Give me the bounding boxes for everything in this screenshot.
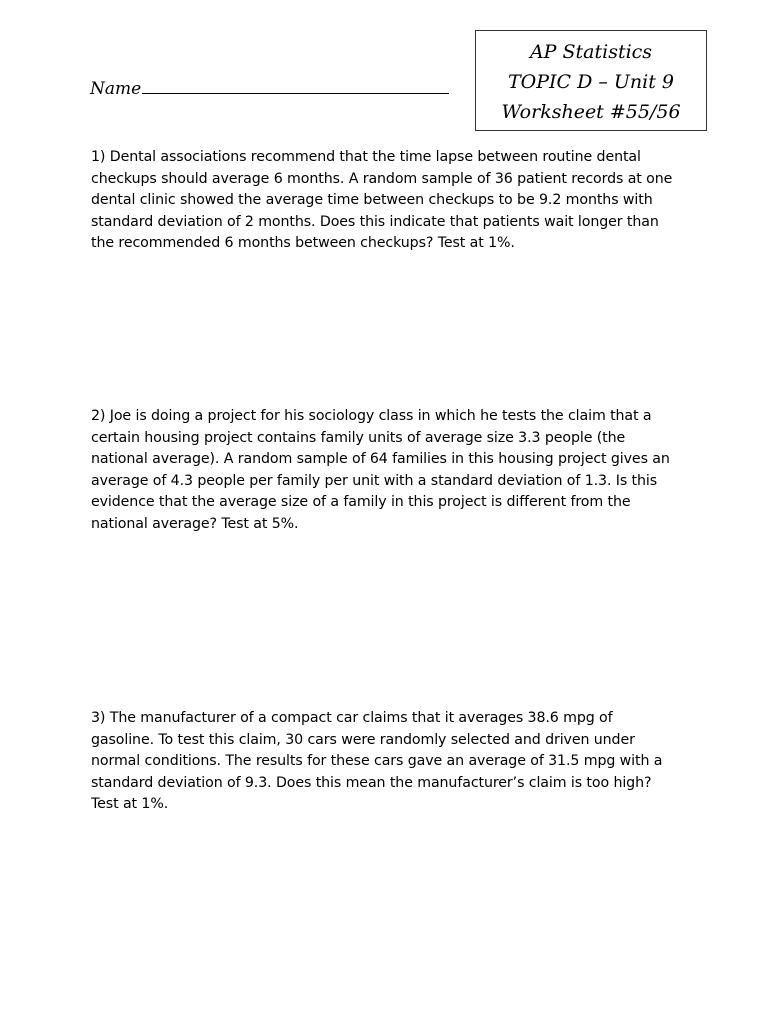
question-line: standard deviation of 9.3. Does this mean the manufacturer’s claim is too high? [91,774,652,791]
question-2 [91,406,681,536]
question-line: average of 4.3 people per family per unit with a standard deviation of 1.3. Is this [91,472,658,489]
question-line: 2) Joe is doing a project for his sociology class in which he tests the claim that a [91,408,652,424]
question-line: national average). A random sample of 64 families in this housing project gives an [91,451,670,468]
question-line: dental clinic showed the average time between checkups to be 9.2 months with [91,192,653,209]
question-line: Test at 1%. [91,796,169,813]
question-line: national average? Test at 5%. [91,515,299,532]
question-line: 3) The manufacturer of a compact car claims that it averages 38.6 mpg of [91,710,613,726]
name-blank-line [142,78,449,94]
question-3 [91,708,681,816]
name-field [90,78,449,99]
question-1 [91,147,681,255]
course-title: AP Statistics [529,41,653,63]
name-label: Name [90,79,142,99]
question-line: checkups should average 6 months. A random sample of 36 patient records at one [91,170,673,187]
question-line: 1) Dental associations recommend that the time lapse between routine dental [91,149,641,165]
worksheet-title: Worksheet #55/56 [501,101,681,123]
question-line: gasoline. To test this claim, 30 cars were randomly selected and driven under [91,731,635,748]
question-line: normal conditions. The results for these cars gave an average of 31.5 mpg with a [91,753,663,770]
question-line: standard deviation of 2 months. Does this indicate that patients wait longer than [91,213,659,230]
question-line: the recommended 6 months between checkups? Test at 1%. [91,235,515,252]
topic-title: TOPIC D – Unit 9 [507,71,675,93]
title-box [475,30,707,131]
question-line: certain housing project contains family units of average size 3.3 people (the [91,429,626,446]
question-line: evidence that the average size of a family in this project is different from the [91,494,631,511]
